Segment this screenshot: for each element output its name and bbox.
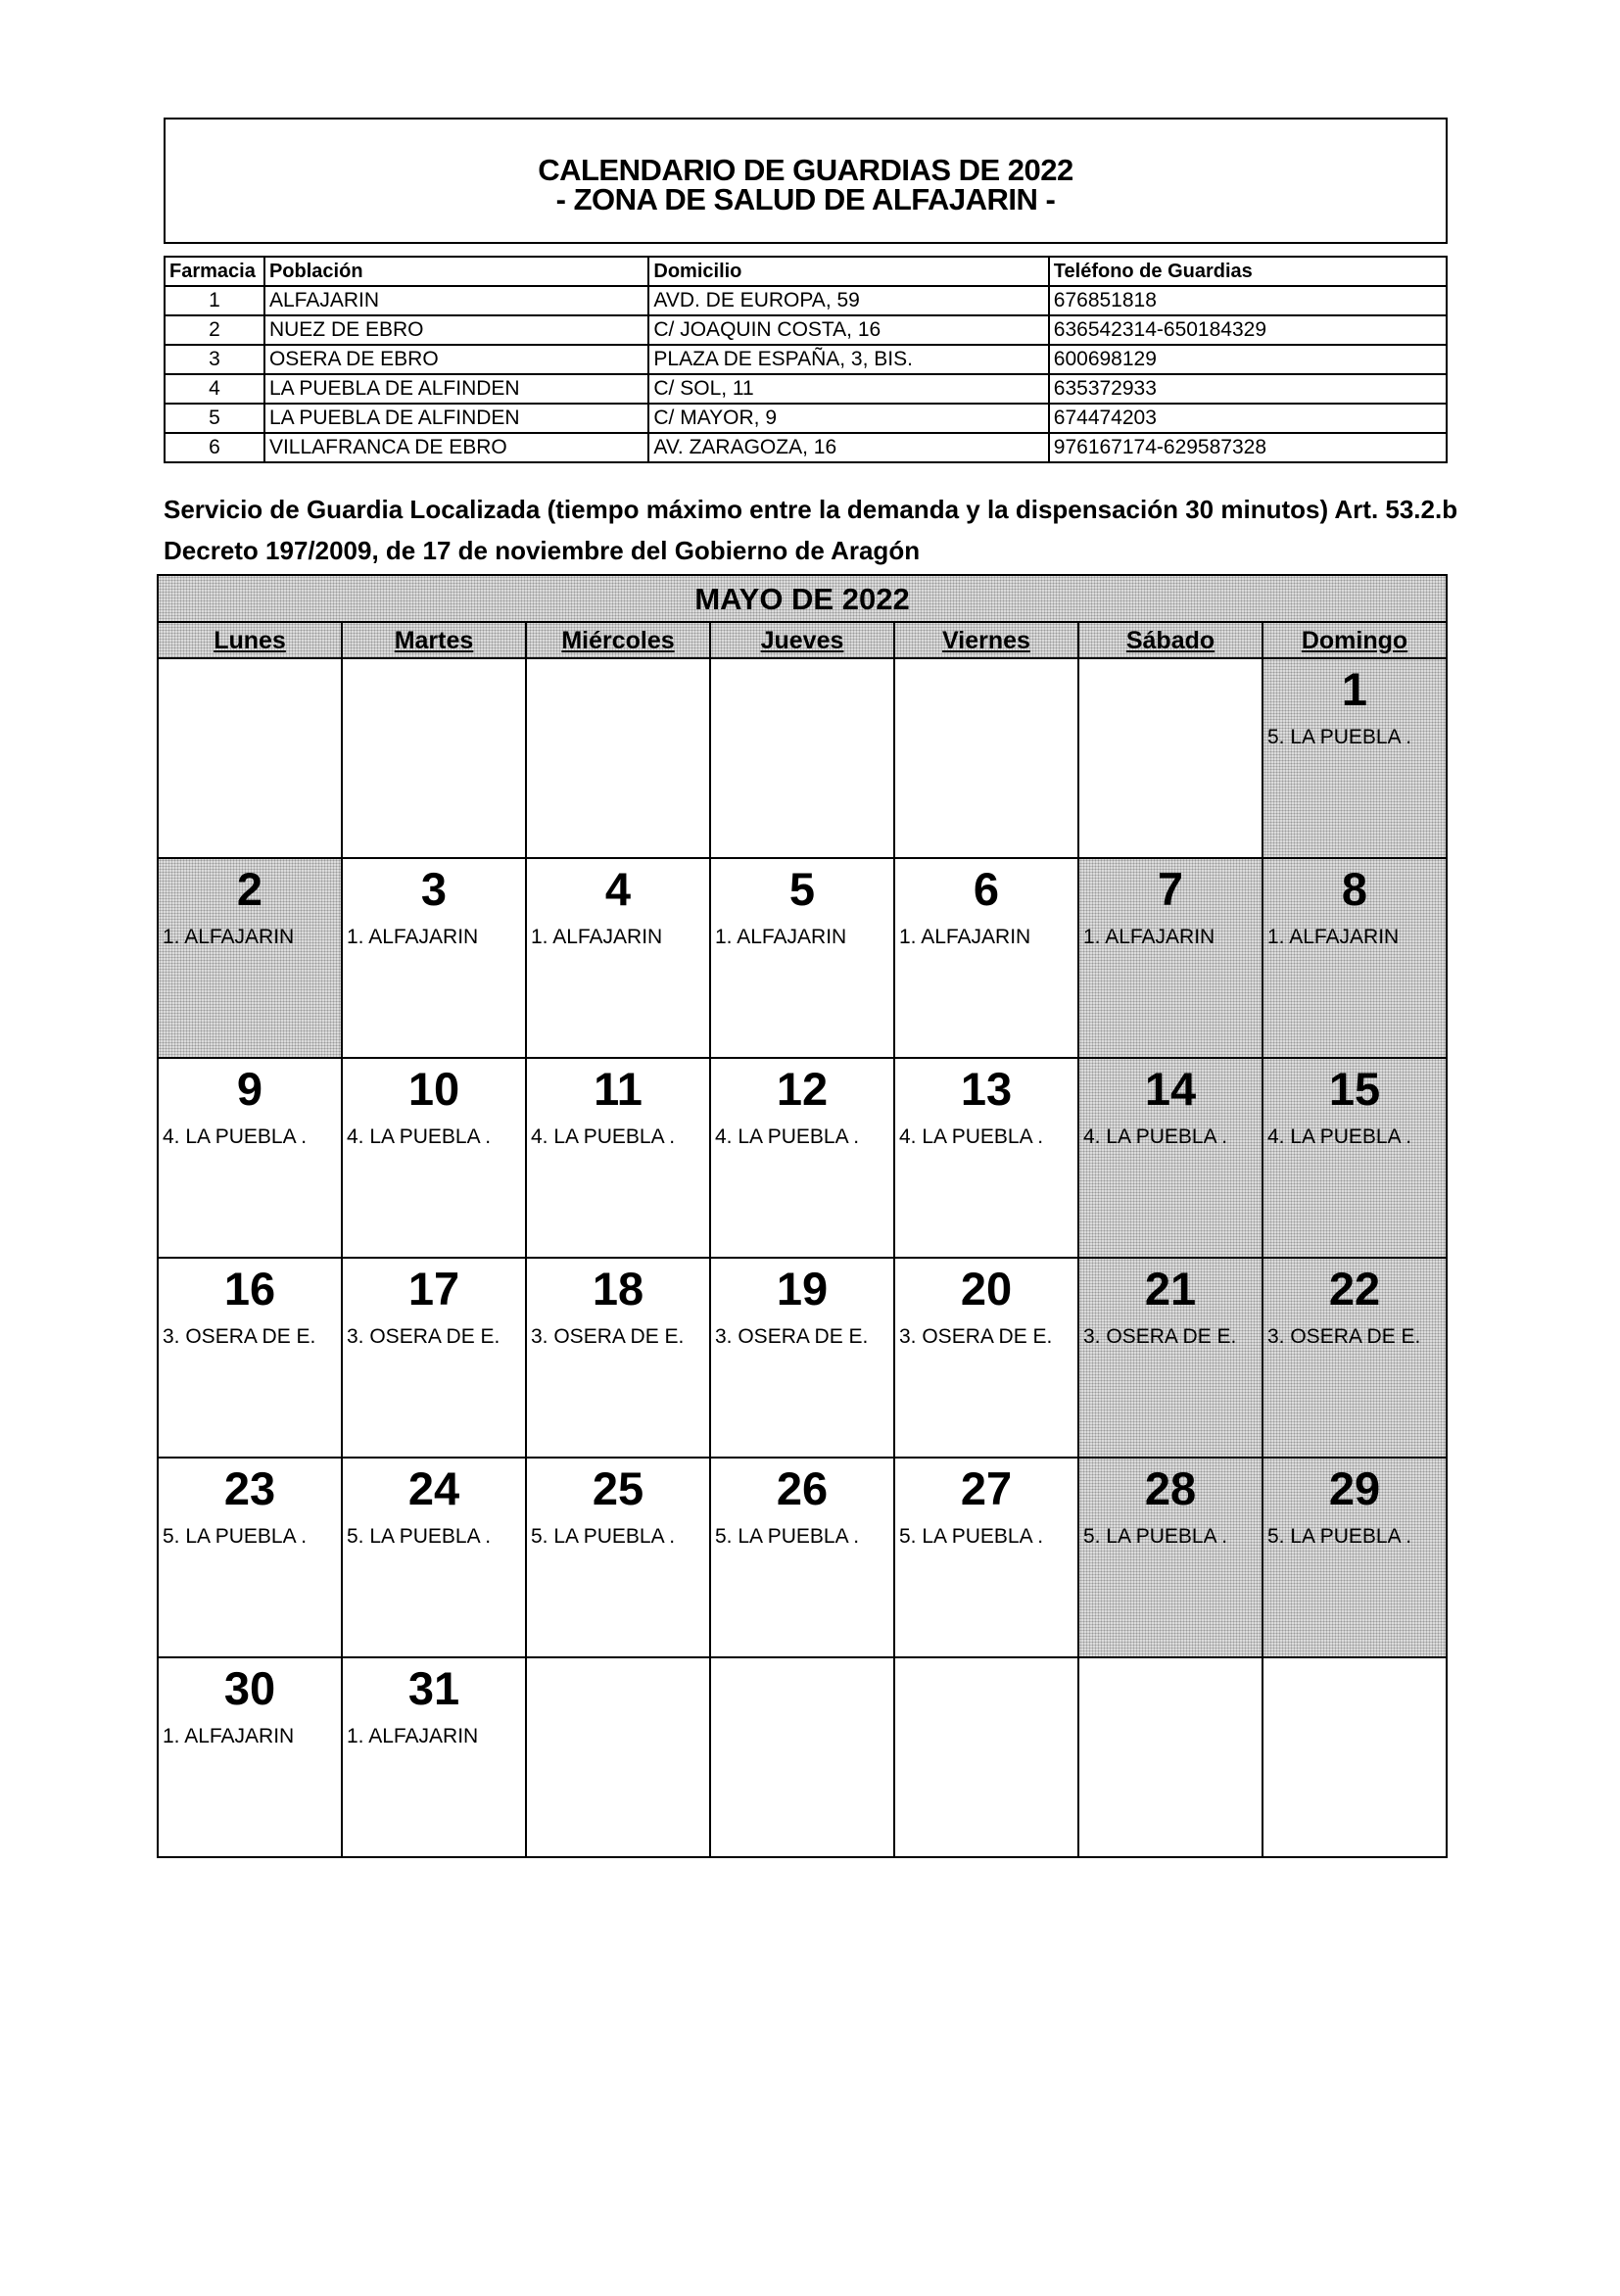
calendar-day-cell (527, 1658, 711, 1856)
day-number: 31 (407, 1662, 460, 1714)
col-header-farmacia: Farmacia (165, 257, 264, 286)
day-number: 10 (407, 1063, 460, 1115)
duty-pharmacy: 5. LA PUEBLA . (899, 1525, 1044, 1548)
table-row (165, 374, 1447, 404)
pharmacy-phone: 636542314-650184329 (1049, 315, 1447, 345)
weekday-4: Viernes (895, 623, 1079, 657)
calendar-week (159, 1059, 1446, 1259)
day-number: 18 (592, 1263, 644, 1315)
table-row (165, 404, 1447, 433)
calendar-day-cell (895, 1059, 1079, 1257)
duty-pharmacy: 1. ALFAJARIN (1083, 926, 1215, 948)
calendar-day-cell (1263, 1658, 1446, 1856)
col-header-poblacion: Población (264, 257, 648, 286)
calendar-week (159, 859, 1446, 1059)
day-number: 20 (960, 1263, 1013, 1315)
calendar-day-cell (159, 859, 343, 1057)
service-note (164, 489, 1466, 571)
day-number: 25 (592, 1462, 644, 1514)
calendar-day-cell (1079, 859, 1263, 1057)
duty-pharmacy: 3. OSERA DE E. (347, 1325, 500, 1348)
calendar-day-cell (159, 1059, 343, 1257)
calendar-day-cell (895, 1658, 1079, 1856)
duty-pharmacy: 3. OSERA DE E. (531, 1325, 685, 1348)
pharmacy-number: 2 (165, 315, 264, 345)
calendar-week (159, 1259, 1446, 1459)
duty-pharmacy: 4. LA PUEBLA . (1083, 1125, 1228, 1148)
duty-pharmacy: 5. LA PUEBLA . (1083, 1525, 1228, 1548)
pharmacy-town: LA PUEBLA DE ALFINDEN (264, 404, 648, 433)
calendar-day-cell (159, 1459, 343, 1656)
calendar-day-cell (895, 659, 1079, 857)
weekday-1: Martes (343, 623, 527, 657)
duty-pharmacy: 5. LA PUEBLA . (163, 1525, 308, 1548)
pharmacy-number: 1 (165, 286, 264, 315)
duty-pharmacy: 4. LA PUEBLA . (1267, 1125, 1412, 1148)
calendar-day-cell (1263, 1059, 1446, 1257)
duty-pharmacy: 1. ALFAJARIN (347, 1725, 479, 1747)
calendar-week (159, 1459, 1446, 1658)
weekday-3: Jueves (711, 623, 895, 657)
duty-pharmacy: 4. LA PUEBLA . (715, 1125, 860, 1148)
day-number: 21 (1144, 1263, 1197, 1315)
duty-pharmacy: 4. LA PUEBLA . (531, 1125, 676, 1148)
pharmacy-phone: 674474203 (1049, 404, 1447, 433)
day-number: 14 (1144, 1063, 1197, 1115)
calendar-day-cell (1079, 1259, 1263, 1457)
pharmacy-phone: 976167174-629587328 (1049, 433, 1447, 462)
pharmacy-number: 4 (165, 374, 264, 404)
pharmacy-town: VILLAFRANCA DE EBRO (264, 433, 648, 462)
pharmacy-address: C/ JOAQUIN COSTA, 16 (648, 315, 1048, 345)
pharmacy-town: LA PUEBLA DE ALFINDEN (264, 374, 648, 404)
pharmacy-table-header (165, 257, 1447, 286)
col-header-telefono: Teléfono de Guardias (1049, 257, 1447, 286)
day-number: 9 (236, 1063, 263, 1115)
duty-pharmacy: 1. ALFAJARIN (715, 926, 847, 948)
day-number: 28 (1144, 1462, 1197, 1514)
duty-pharmacy: 5. LA PUEBLA . (715, 1525, 860, 1548)
calendar-week (159, 1658, 1446, 1856)
calendar-day-cell (527, 1459, 711, 1656)
calendar-day-cell (1079, 1459, 1263, 1656)
calendar-day-cell (711, 1259, 895, 1457)
day-number: 24 (407, 1462, 460, 1514)
document-header (164, 118, 1448, 244)
pharmacy-town: NUEZ DE EBRO (264, 315, 648, 345)
col-header-domicilio: Domicilio (648, 257, 1048, 286)
calendar-day-cell (1263, 1259, 1446, 1457)
day-number: 15 (1328, 1063, 1381, 1115)
duty-pharmacy: 3. OSERA DE E. (715, 1325, 869, 1348)
day-number: 1 (1341, 663, 1368, 715)
calendar-day-cell (1263, 1459, 1446, 1656)
day-number: 11 (594, 1063, 643, 1115)
calendar-day-cell (1263, 659, 1446, 857)
duty-pharmacy: 3. OSERA DE E. (1267, 1325, 1421, 1348)
duty-pharmacy: 1. ALFAJARIN (163, 926, 295, 948)
day-number: 7 (1157, 863, 1184, 915)
calendar-day-cell (343, 859, 527, 1057)
calendar (157, 574, 1448, 1858)
day-number: 30 (223, 1662, 276, 1714)
calendar-day-cell (1079, 1658, 1263, 1856)
calendar-day-cell (1079, 1059, 1263, 1257)
day-number: 2 (236, 863, 263, 915)
calendar-day-cell (527, 659, 711, 857)
pharmacy-address: PLAZA DE ESPAÑA, 3, BIS. (648, 345, 1048, 374)
duty-pharmacy: 5. LA PUEBLA . (531, 1525, 676, 1548)
calendar-title: MAYO DE 2022 (159, 576, 1446, 623)
calendar-day-cell (527, 859, 711, 1057)
table-row (165, 315, 1447, 345)
pharmacy-number: 5 (165, 404, 264, 433)
day-number: 8 (1341, 863, 1368, 915)
duty-pharmacy: 5. LA PUEBLA . (1267, 1525, 1412, 1548)
pharmacy-phone: 635372933 (1049, 374, 1447, 404)
duty-pharmacy: 5. LA PUEBLA . (347, 1525, 492, 1548)
calendar-day-cell (895, 1459, 1079, 1656)
service-note-line-1: Servicio de Guardia Localizada (tiempo máximo entre la demanda y la dispensación 30 minutos) Art. 53.2.b (164, 495, 1458, 524)
calendar-day-cell (895, 1259, 1079, 1457)
weekday-2: Miércoles (527, 623, 711, 657)
pharmacy-phone: 676851818 (1049, 286, 1447, 315)
pharmacy-phone: 600698129 (1049, 345, 1447, 374)
duty-pharmacy: 4. LA PUEBLA . (347, 1125, 492, 1148)
document-title: CALENDARIO DE GUARDIAS DE 2022 (538, 153, 1073, 187)
calendar-week (159, 659, 1446, 859)
calendar-day-cell (343, 1459, 527, 1656)
duty-pharmacy: 3. OSERA DE E. (1083, 1325, 1237, 1348)
duty-pharmacy: 3. OSERA DE E. (899, 1325, 1053, 1348)
weekday-6: Domingo (1301, 627, 1408, 654)
calendar-day-cell (159, 659, 343, 857)
weekday-5: Sábado (1079, 623, 1263, 657)
day-number: 29 (1328, 1462, 1381, 1514)
calendar-day-cell (343, 1259, 527, 1457)
calendar-day-cell (895, 859, 1079, 1057)
calendar-day-cell (527, 1259, 711, 1457)
duty-pharmacy: 1. ALFAJARIN (347, 926, 479, 948)
calendar-day-cell (711, 659, 895, 857)
duty-pharmacy: 3. OSERA DE E. (163, 1325, 316, 1348)
day-number: 26 (776, 1462, 829, 1514)
day-number: 22 (1328, 1263, 1381, 1315)
calendar-day-cell (711, 1459, 895, 1656)
calendar-day-cell (343, 659, 527, 857)
day-number: 3 (420, 863, 448, 915)
pharmacy-address: C/ SOL, 11 (648, 374, 1048, 404)
duty-pharmacy: 1. ALFAJARIN (531, 926, 663, 948)
day-number: 16 (223, 1263, 276, 1315)
pharmacy-address: AV. ZARAGOZA, 16 (648, 433, 1048, 462)
day-number: 17 (407, 1263, 460, 1315)
pharmacy-town: ALFAJARIN (264, 286, 648, 315)
service-note-line-2: Decreto 197/2009, de 17 de noviembre del Gobierno de Aragón (164, 536, 921, 565)
weekday-0: Lunes (159, 623, 343, 657)
day-number: 13 (960, 1063, 1013, 1115)
duty-pharmacy: 4. LA PUEBLA . (899, 1125, 1044, 1148)
calendar-day-cell (527, 1059, 711, 1257)
document-subtitle: - ZONA DE SALUD DE ALFAJARIN - (555, 182, 1056, 216)
calendar-day-cell (1079, 659, 1263, 857)
calendar-day-cell (343, 1658, 527, 1856)
pharmacy-town: OSERA DE EBRO (264, 345, 648, 374)
day-number: 12 (776, 1063, 829, 1115)
pharmacy-table (164, 256, 1448, 463)
calendar-day-cell (1263, 859, 1446, 1057)
calendar-day-cell (343, 1059, 527, 1257)
duty-pharmacy: 1. ALFAJARIN (1267, 926, 1400, 948)
pharmacy-number: 6 (165, 433, 264, 462)
duty-pharmacy: 4. LA PUEBLA . (163, 1125, 308, 1148)
duty-pharmacy: 1. ALFAJARIN (899, 926, 1031, 948)
day-number: 6 (973, 863, 1000, 915)
duty-pharmacy: 1. ALFAJARIN (163, 1725, 295, 1747)
pharmacy-number: 3 (165, 345, 264, 374)
weekday-header (159, 623, 1446, 659)
calendar-day-cell (711, 859, 895, 1057)
table-row (165, 345, 1447, 374)
calendar-day-cell (159, 1259, 343, 1457)
table-row (165, 286, 1447, 315)
pharmacy-address: C/ MAYOR, 9 (648, 404, 1048, 433)
calendar-day-cell (711, 1059, 895, 1257)
day-number: 5 (788, 863, 816, 915)
day-number: 4 (604, 863, 632, 915)
duty-pharmacy: 5. LA PUEBLA . (1267, 726, 1412, 748)
day-number: 27 (960, 1462, 1013, 1514)
day-number: 19 (776, 1263, 829, 1315)
calendar-day-cell (711, 1658, 895, 1856)
table-row (165, 433, 1447, 462)
day-number: 23 (223, 1462, 276, 1514)
calendar-day-cell (159, 1658, 343, 1856)
pharmacy-address: AVD. DE EUROPA, 59 (648, 286, 1048, 315)
